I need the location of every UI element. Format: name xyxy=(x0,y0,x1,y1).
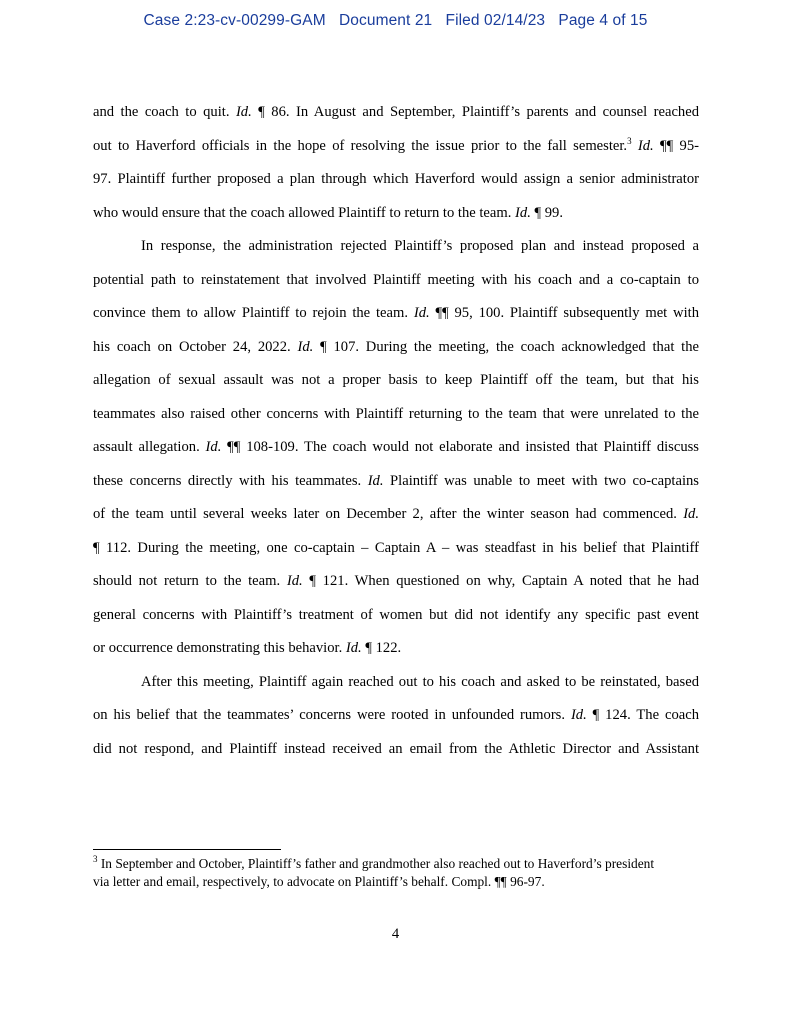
footnote-rule xyxy=(93,849,281,850)
body-line: should not return to the team. Id. ¶ 121. When questioned on why, Captain A noted that he had xyxy=(93,573,699,589)
case-number: Case 2:23-cv-00299-GAM xyxy=(143,12,326,29)
body-text xyxy=(93,96,699,766)
body-line: teammates also raised other concerns with Plaintiff returning to the team that were unrelated to the xyxy=(93,405,699,422)
document-number: Document 21 xyxy=(338,12,433,29)
body-line: or occurrence demonstrating this behavior. Id. ¶ 122. xyxy=(93,640,402,656)
body-line: out to Haverford officials in the hope of resolving the issue prior to the fall semester.$^3$ Id. ¶¶ 95- xyxy=(93,135,699,154)
body-line: who would ensure that the coach allowed Plaintiff to return to the team. Id. ¶ 99. xyxy=(93,204,563,221)
body-line: potential path to reinstatement that involved Plaintiff meeting with his coach and a co-captain to xyxy=(93,271,699,288)
ecf-header xyxy=(0,12,791,30)
page-number: 4 xyxy=(391,926,400,942)
body-line: After this meeting, Plaintiff again reached out to his coach and asked to be reinstated, based xyxy=(141,673,699,690)
body-line: general concerns with Plaintiff’s treatment of women but did not identify any specific past event xyxy=(93,606,699,623)
body-line: assault allegation. Id. ¶¶ 108-109. The coach would not elaborate and insisted that Plaintiff discuss xyxy=(93,439,699,455)
footnote xyxy=(93,855,699,890)
footnote-line: $^3$ In September and October, Plaintiff’s father and grandmother also reached out to Haverford’s president xyxy=(93,854,655,871)
body-line: and the coach to quit. Id. ¶ 86. In August and September, Plaintiff’s parents and counsel reached xyxy=(93,104,699,120)
body-line: 97. Plaintiff further proposed a plan through which Haverford would assign a senior administrator xyxy=(93,171,699,187)
filed-date: Filed 02/14/23 xyxy=(445,12,546,29)
footnote-line: via letter and email, respectively, to advocate on Plaintiff’s behalf. Compl. ¶¶ 96-97. xyxy=(93,873,545,889)
body-line: did not respond, and Plaintiff instead received an email from the Athletic Director and Assistant xyxy=(93,740,699,757)
body-line: on his belief that the teammates’ concerns were rooted in unfounded rumors. Id. ¶ 124. The coach xyxy=(93,707,699,723)
body-line: of the team until several weeks later on December 2, after the winter season had commenced. Id. xyxy=(93,506,699,522)
body-line: his coach on October 24, 2022. Id. ¶ 107. During the meeting, the coach acknowledged that the xyxy=(93,338,699,355)
body-line: ¶ 112. During the meeting, one co-captain – Captain A – was steadfast in his belief that Plaintiff xyxy=(93,539,699,556)
body-line: allegation of sexual assault was not a proper basis to keep Plaintiff off the team, but that his xyxy=(93,372,699,388)
body-line: convince them to allow Plaintiff to rejoin the team. Id. ¶¶ 95, 100. Plaintiff subsequently met with xyxy=(93,305,699,321)
footnote-number: 3 xyxy=(93,854,98,864)
body-line: these concerns directly with his teammates. Id. Plaintiff was unable to meet with two co-captains xyxy=(93,472,699,489)
body-line: In response, the administration rejected Plaintiff’s proposed plan and instead proposed a xyxy=(141,238,699,254)
page-count: Page 4 of 15 xyxy=(558,12,648,29)
